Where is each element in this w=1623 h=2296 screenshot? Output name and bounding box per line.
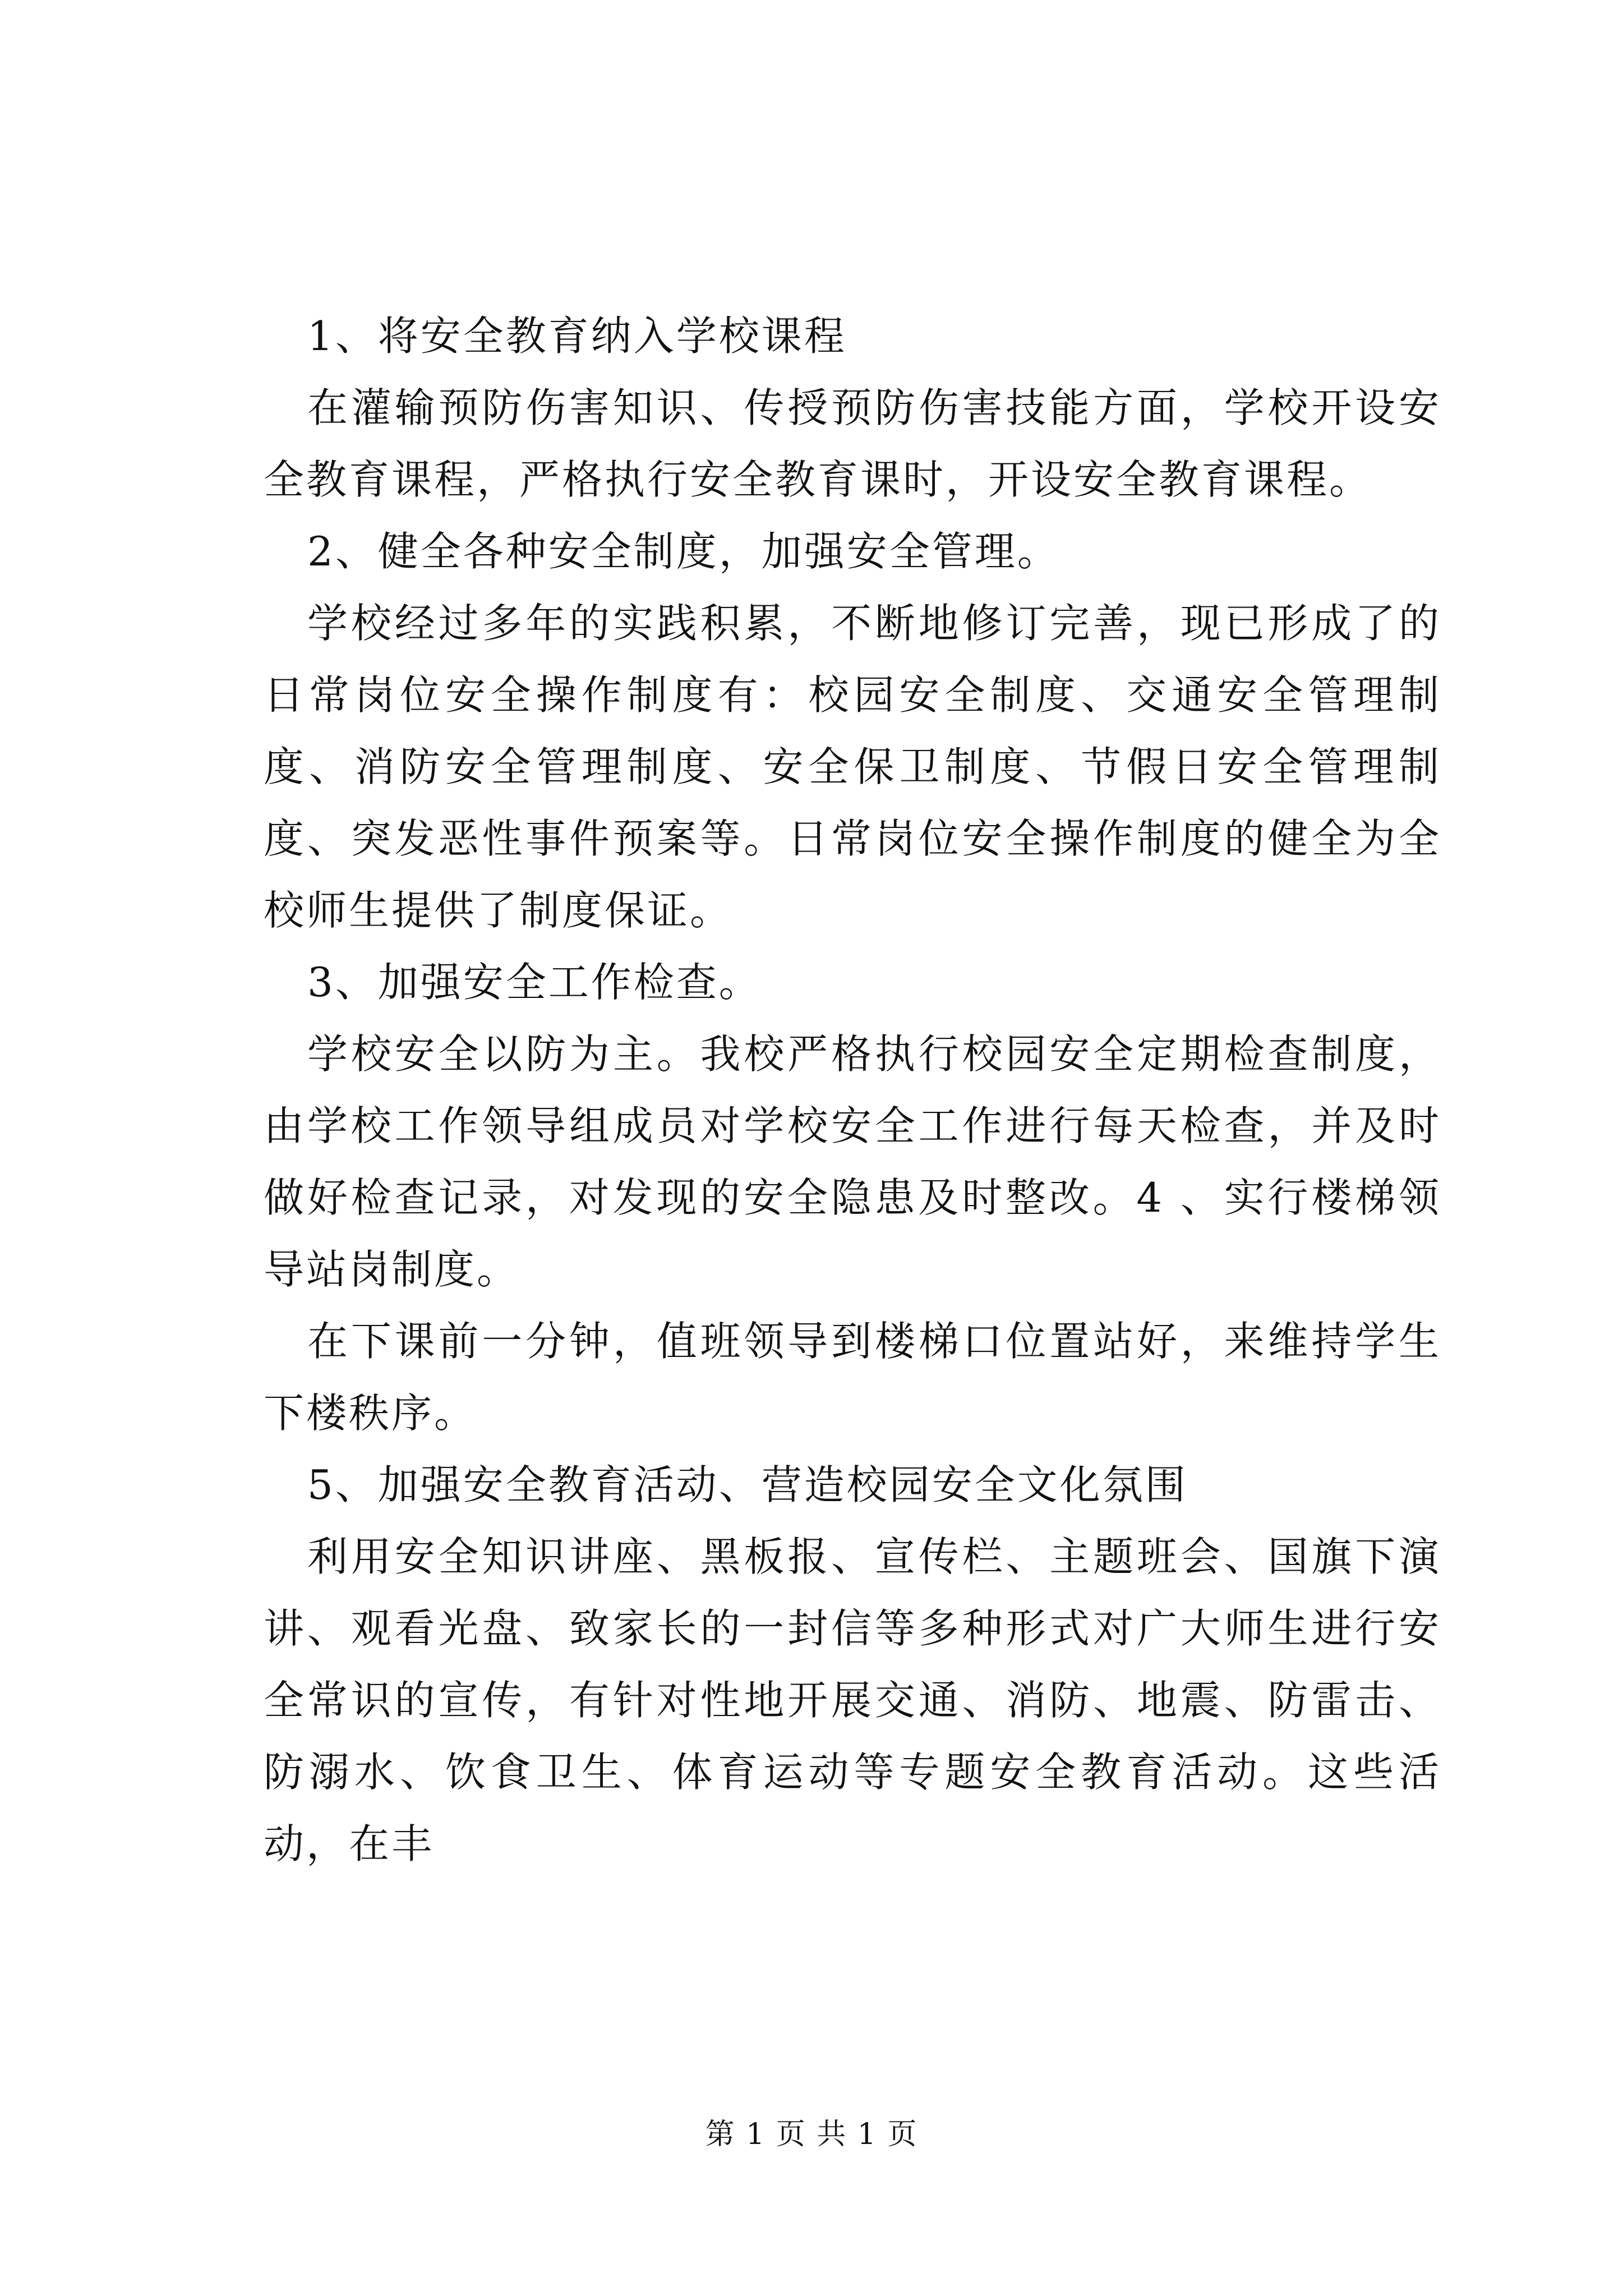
page-footer: 第 1 页 共 1 页	[705, 2118, 918, 2151]
section-heading-1: 1、将安全教育纳入学校课程	[307, 312, 847, 360]
paragraph-5: 利用安全知识讲座、黑板报、宣传栏、主题班会、国旗下演讲、观看光盘、致家长的一封信等多种形式对广大师生进行安全常识的宣传，有针对性地开展交通、消防、地震、防雷击、防溺水、饮食卫生、体育运动等专题安全教育活动。这些活动，在丰	[264, 1533, 1441, 1867]
document-body	[264, 300, 1441, 1880]
paragraph-2: 学校经过多年的实践积累，不断地修订完善，现已形成了的日常岗位安全操作制度有：校园安全制度、交通安全管理制度、消防安全管理制度、安全保卫制度、节假日安全管理制度、突发恶性事件预案等。日常岗位安全操作制度的健全为全校师生提供了制度保证。	[264, 600, 1441, 934]
section-heading-5: 5、加强安全教育活动、营造校园安全文化氛围	[307, 1461, 1188, 1508]
section-heading-2: 2、健全各种安全制度，加强安全管理。	[307, 528, 1060, 575]
paragraph-3: 学校安全以防为主。我校严格执行校园安全定期检查制度，由学校工作领导组成员对学校安全工作进行每天检查，并及时做好检查记录，对发现的安全隐患及时整改。4 、实行楼梯领导站岗制度。	[264, 1030, 1441, 1293]
paragraph-1: 在灌输预防伤害知识、传授预防伤害技能方面，学校开设安全教育课程，严格执行安全教育课时，开设安全教育课程。	[264, 384, 1441, 503]
paragraph-4: 在下课前一分钟，值班领导到楼梯口位置站好，来维持学生下楼秩序。	[264, 1318, 1441, 1437]
section-heading-3: 3、加强安全工作检查。	[307, 959, 762, 1006]
